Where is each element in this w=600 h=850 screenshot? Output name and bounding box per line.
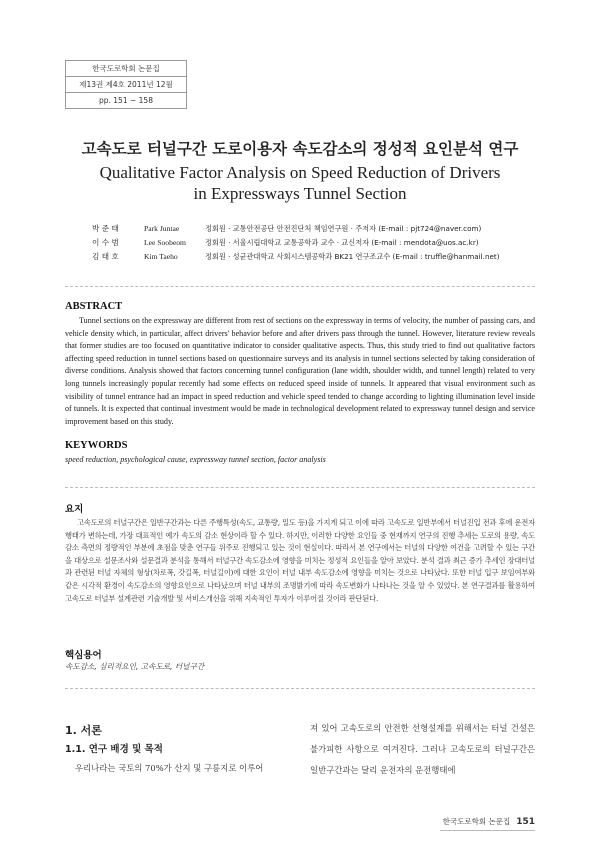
author-affiliation: 정회원 · 서울시립대학교 교통공학과 교수 · 교신저자 (E-mail : mendota@uos.ac.kr) [205,238,479,247]
author-name-en: Kim Taeho [144,252,178,261]
author-affiliation: 정회원 · 성균관대학교 사회시스템공학과 BK21 연구조교수 (E-mail : truffle@hanmail.net) [205,252,500,261]
body-text-left-column: 우리나라는 국토의 70%가 산지 및 구릉지로 이루어 [75,763,264,773]
keywords-heading: KEYWORDS [65,440,128,451]
body-text-right-column: 져 있어 고속도로의 안전한 선형설계를 위해서는 터널 건설은 불가피한 사항으로 여겨진다. 그러나 고속도로의 터널구간은 일반구간과는 달리 운전자의 운전행태에 [310,723,535,775]
paper-title-english-line2: in Expressways Tunnel Section [193,184,407,203]
paper-title-english-line1: Qualitative Factor Analysis on Speed Reduction of Drivers [99,163,501,182]
journal-info-box [65,60,187,109]
author-name-en: Lee Soobeom [144,238,186,247]
abstract-heading: ABSTRACT [65,301,123,312]
page-footer [443,816,535,827]
keywords-text: speed reduction, psychological cause, expressway tunnel section, factor analysis [65,455,326,464]
divider [65,487,535,488]
section-title: 1. 서론 [65,724,102,737]
subsection-title: 1.1. 연구 배경 및 목적 [65,744,163,755]
footer-journal-name: 한국도로학회 논문집 [442,817,511,826]
paper-title-korean: 고속도로 터널구간 도로이용자 속도감소의 정성적 요인분석 연구 [81,140,519,158]
summary-ko-heading: 요지 [65,504,84,515]
author-name-en: Park Juntae [144,224,180,233]
summary-ko-text: 고속도로의 터널구간은 일반구간과는 다른 주행특성(속도, 교통량, 밀도 등)을 가지게 되고 이에 따라 고속도로 일반부에서 터널진입 전과 후에 운전자 행태가 변하는데, 가장 대표적인 예가 속도의 감소 현상이라 할 수 있다. 하지만, 이러한 다양한 요인들 중 현재까지 연구의 진행 추세는 도로의 용량, 속도감소 측면의 정량적인 부분에 초점을 맞춘 연구들 위주로 진행되고 있는 것이 현실이다. 따라서 본 연구에서는 터널의 다양한 여건을 고려할 수 있는 구간을 대상으로 설문조사와 설문결과 분석을 통해서 터널구간 속도감소에 영향을 미치는 정성적 요인들을 알아 보았다. 분석 결과 최근 증가 추세인 장대터널과 관련된 터널 자체의 형상(차로폭, 갓길폭, 터널길이)에 대한 요인이 터널 내부 속도감소에 영향을 미치는 것으로 나타났다. 또한 터널 입구 보임여부와 같은 시각적 환경이 속도감소의 영향요인으로 나타났으며 터널 내부의 조명밝기에 따라 속도변화가 나타나는 것을 알 수 있었다. 본 연구결과를 활용하여 고속도로 터널부 설계관련 기술개발 및 서비스개선을 위해 지속적인 투자가 이루어질 것이라 판단된다. [65,518,535,603]
author-name-ko: 박 준 태 [92,224,119,233]
journal-volume: 제13권 제4호 2011년 12월 [66,77,186,93]
author-name-ko: 이 수 범 [92,238,119,247]
abstract-text: Tunnel sections on the expressway are different from rest of sections on the expressway in terms of velocity, the number of passing cars, and vehicle density which, in particular, affect drivers' behavior before and after drivers pass through the tunnel. However, literature review reveals that former studies are too focused on quantitative indicator to consider qualitative aspects. Thus, this study tried to find out qualitative factors affecting speed reduction in tunnel sections based on questionnaire surveys and its analysis in tunnel sections selected by taking consideration of diverse conditions. Analysis showed that factors concerning tunnel configuration (lane width, shoulder width, and tunnel length) related to very long tunnels increasingly popular recently had some effects on reduced speed inside of tunnels. It appeared that visual environment such as visibility of tunnel entrance had an impact in speed reduction and vehicle speed tended to change according to lighting illumination level inside of tunnels. It is expected that continual investment would be made in technological development related to expressway tunnel design and service improvement based on this study. [65,316,535,426]
footer-divider [440,830,535,831]
divider [65,286,535,287]
journal-pages: pp. 151 ~ 158 [99,96,153,105]
page-number: 151 [516,817,535,827]
journal-name: 한국도로학회 논문집 [66,61,186,77]
author-name-ko: 김 태 호 [92,252,119,261]
keywords-ko-heading: 핵심용어 [65,650,102,661]
keywords-ko-text: 속도감소, 심리적요인, 고속도로, 터널구간 [65,662,205,671]
divider [65,688,535,689]
author-affiliation: 정회원 · 교통안전공단 안전진단처 책임연구원 · 주저자 (E-mail : pjt724@naver.com) [205,224,482,233]
